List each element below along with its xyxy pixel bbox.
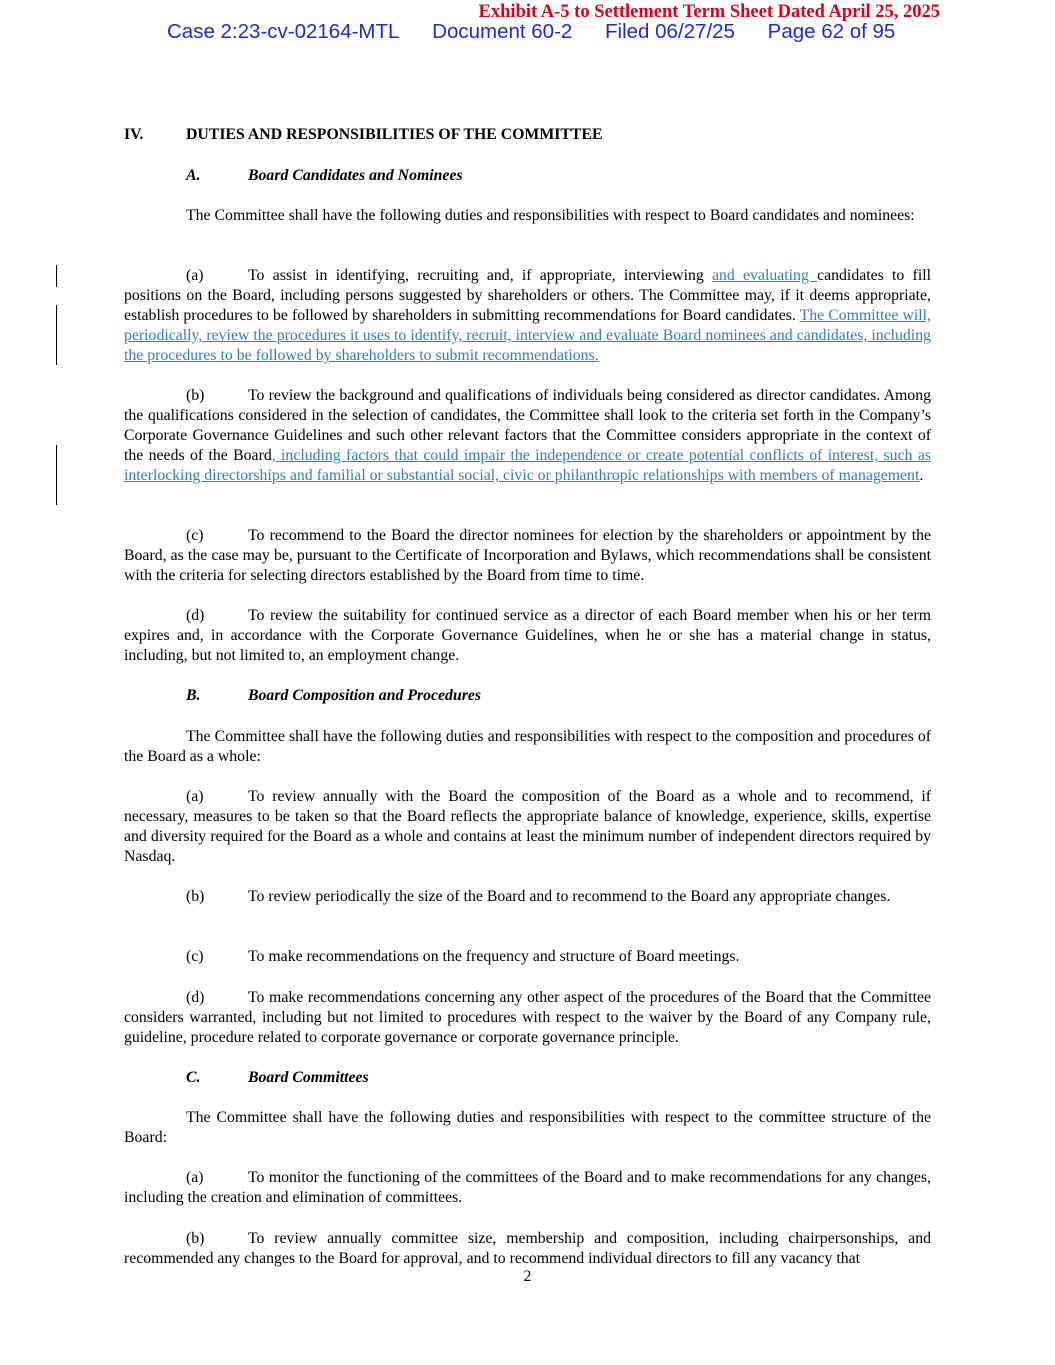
list-item: (a) To review annually with the Board the composition of the Board as a whole and to recommend, if necessary, measures to be taken so that the Board reflects the appropriate balance of knowledge, experience, skills, expertise and diversity required for the Board as a whole and contains at least the minimum number of independent directors required by Nasdaq. xyxy=(124,788,931,865)
page-count: Page 62 of 95 xyxy=(767,20,896,43)
list-item: (c) To make recommendations on the frequency and structure of Board meetings. xyxy=(186,948,740,965)
list-item: (a) To monitor the functioning of the committees of the Board and to make recommendations for any changes, including the creation and elimination of committees. xyxy=(124,1169,931,1206)
page-number: 2 xyxy=(523,1268,532,1285)
list-item: (b) To review annually committee size, membership and composition, including chairpersonships, and recommended any changes to the Board for approval, and to recommend individual directors to fill any vacancy that xyxy=(124,1230,931,1267)
paragraph: The Committee shall have the following duties and responsibilities with respect to the committee structure of the Board: xyxy=(124,1109,931,1146)
exhibit-banner: Exhibit A-5 to Settlement Term Sheet Dated April 25, 2025 xyxy=(478,2,940,22)
list-item: (a) To assist in identifying, recruiting and, if appropriate, interviewing and evaluating candidates to fill positions on the Board, including persons suggested by shareholders or others. The Committee may, if it deems appropriate, establish procedures to be followed by shareholders in submitting recommendations for Board candidates. The Committee will, periodically, review the procedures it uses to identify, recruit, interview and evaluate Board nominees and candidates, including the procedures to be followed by shareholders to submit recommendations. xyxy=(124,267,931,364)
change-bar xyxy=(56,305,57,365)
change-bar xyxy=(56,445,57,505)
case-number: Case 2:23-cv-02164-MTL xyxy=(167,20,400,43)
list-item: (b) To review periodically the size of the Board and to recommend to the Board any appropriate changes. xyxy=(186,888,891,905)
list-item: (d) To make recommendations concerning any other aspect of the procedures of the Board that the Committee considers warranted, including but not limited to procedures with respect to the waiver by the Board of any Company rule, guideline, procedure related to corporate governance or corporate governance principle. xyxy=(124,989,931,1046)
inserted-text: and evaluating xyxy=(712,267,818,284)
subsection-heading-b: B. Board Composition and Procedures xyxy=(186,687,482,704)
inserted-text: The Committee will, periodically, review the procedures it uses to identify, recruit, interview and evaluate Board nominees and candidates, including the procedures to be followed by shareholders to submit recommendations. xyxy=(124,307,931,364)
court-filing-stamp xyxy=(167,20,922,44)
list-item: (b) To review the background and qualifications of individuals being considered as director candidates. Among the qualifications considered in the selection of candidates, the Committee shall look to the criteria set forth in the Company’s Corporate Governance Guidelines and such other relevant factors that the Committee considers appropriate in the context of the needs of the Board, including factors that could impair the independence or create potential conflicts of interest, such as interlocking directorships and familial or substantial social, civic or philanthropic relationships with members of management. xyxy=(124,387,931,484)
inserted-text: , including factors that could impair the independence or create potential conflicts of interest, such as interlocking directorships and familial or substantial social, civic or philanthropic relationships with members of management xyxy=(124,447,931,484)
filed-date: Filed 06/27/25 xyxy=(605,20,735,43)
section-heading: IV. DUTIES AND RESPONSIBILITIES OF THE COMMITTEE xyxy=(124,126,603,143)
subsection-heading-a: A. Board Candidates and Nominees xyxy=(186,167,463,184)
paragraph: The Committee shall have the following duties and responsibilities with respect to the composition and procedures of the Board as a whole: xyxy=(124,728,931,765)
list-item: (d) To review the suitability for continued service as a director of each Board member when his or her term expires and, in accordance with the Corporate Governance Guidelines, when he or she has a material change in status, including, but not limited to, an employment change. xyxy=(124,607,931,664)
change-bar xyxy=(56,265,57,287)
paragraph: The Committee shall have the following duties and responsibilities with respect to Board candidates and nominees: xyxy=(186,207,915,224)
list-item: (c) To recommend to the Board the director nominees for election by the shareholders or appointment by the Board, as the case may be, pursuant to the Certificate of Incorporation and Bylaws, which recommendations shall be consistent with the criteria for selecting directors established by the Board from time to time. xyxy=(124,527,931,584)
subsection-heading-c: C. Board Committees xyxy=(186,1069,369,1086)
document-number: Document 60-2 xyxy=(432,20,573,43)
